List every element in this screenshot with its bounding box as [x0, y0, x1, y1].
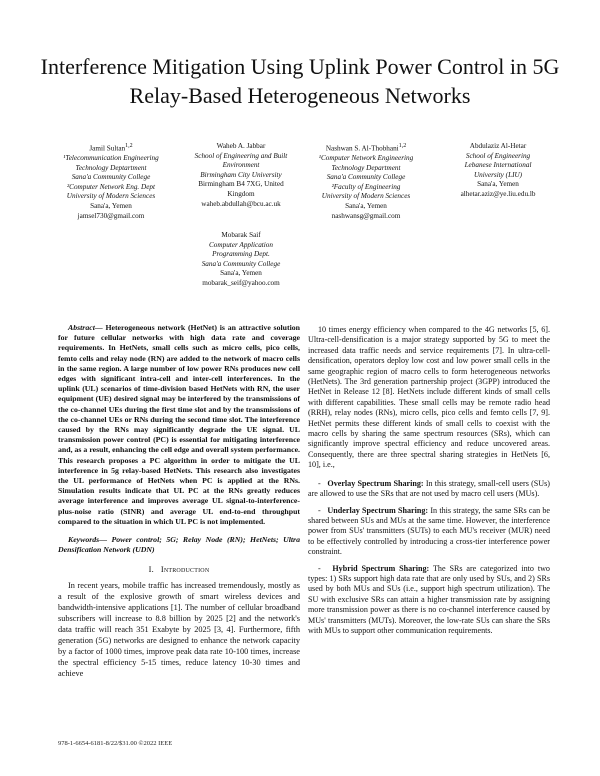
author-affiliation: Sana'a Community College	[71, 173, 151, 182]
author-email: nashwansg@gmail.com	[331, 211, 401, 220]
author-block-3	[296, 142, 436, 221]
author-affiliation: Sana'a Community College	[201, 259, 281, 268]
author-affiliation: ¹Telecommunication Engineering	[63, 153, 159, 162]
author-affiliation: University of Modern Sciences	[321, 192, 411, 201]
author-email: waheb.abdullah@bcu.ac.uk	[201, 199, 281, 208]
left-column	[58, 323, 300, 679]
bullet-marker: -	[318, 478, 321, 488]
author-sup: 1,2	[125, 143, 133, 149]
bullet-marker: -	[318, 563, 321, 573]
paper-title: Interference Mitigation Using Uplink Power Control in 5G Relay-Based Heterogeneous Networks	[40, 54, 560, 108]
author-location: Sana'a, Yemen	[90, 201, 132, 210]
copyright-footer: 978-1-6654-6181-8/22/$31.00 ©2022 IEEE	[58, 740, 173, 747]
author-affiliation: Birmingham City University	[200, 170, 282, 179]
author-name: Abdulaziz Al-Hetar	[469, 142, 527, 150]
section-title: Introduction	[160, 565, 210, 575]
author-sup: 1,2	[398, 143, 407, 149]
abstract-text: Heterogeneous network (HetNet) is an attractive solution for future cellular networks with high data rate and coverage requirements. In HetNets, small cells such as micro cells, pico cells, femto cells and relay node (RN) are added to the network of macro cells in the same region. A large number of low power RNs produces new cell edges with significant intra-cell and inter-cell interferences. In the uplink (UL) scenarios of time-division based HetNets with RN, the user equipment (UE) desired signal may be interfered by the transmissions of the co-channel UEs during the first time slot and by the transmissions of the co-channel UEs or RNs during the second time slot. The interference caused by the RNs may significantly degrade the UE signal. UL transmission power control (PC) is essential for mitigating interference and, as a result, enhancing the cell edge and overall system performance. This research proposes a PC algorithm in order to mitigate the UL interference in 5g relay-based HetNets. This research also investigates the UL performance of HetNets when PC is applied at the RNs. Simulation results indicate that UL PC at the RNs greatly reduces average interference and improves average UL signal-to-interference-plus-noise ratio (SINR) and average UL end-to-end throughput compared to the situation in which UL PC is not implemented.	[58, 323, 300, 526]
author-email: jamsel730@gmail.com	[77, 211, 145, 220]
author-affiliation: University of Modern Sciences	[66, 192, 156, 201]
abstract	[58, 323, 300, 527]
author-name: Jamil Sultan	[89, 144, 126, 153]
body-paragraph: 10 times energy efficiency when compared to the 4G networks [5, 6]. Ultra-cell-densification is a major strategy supported by 5G to meet the increased data traffic needs and service requirements [7]. In ultra-cell-densification, operators deploy low cost and low power small cells in the same geographic region of macro cells to form heterogeneous networks (HetNets). The 3rd generation partnership project (3GPP) introduced the HetNet in Release 12 [8]. HetNets include different kinds of small cells with different capabilities. These small cells may be remote radio head (RRH), relay nodes (RNs), micro cells, pico cells and femto cells [7, 9]. HetNet permits these different kinds of small cells to coexist with the macro cells by sharing the same spectrum resources (SRs), which can significantly improve spectral efficiency and reduce uncovered areas. Consequently, there are three spectral sharing strategies in HetNets [6, 10], i.e.,	[308, 325, 550, 470]
author-location: Sana'a, Yemen	[345, 201, 387, 210]
author-affiliation: Technology Department	[331, 163, 401, 172]
bullet-item	[308, 479, 550, 500]
author-affiliation: ²Faculty of Engineering	[331, 182, 401, 191]
author-name: Nashwan S. Al-Thobhani	[325, 144, 399, 153]
right-column	[308, 325, 550, 642]
bullet-text: The SRs are categorized into two types: 1) SRs support high data rate that are only used by SUs, and 2) SRs used by both MUs and SUs (i.e., support high spectrum utilization). The SU with exclusive SRs can attain a higher transmission rate by assigning more transmission power as there is no co-channel interference caused by MUs' transmitters (MUTs). Moreover, the low-rate SUs can share the SRs with MUs to support other communication requirements.	[308, 563, 550, 635]
author-affiliation: Programming Dept.	[212, 250, 270, 259]
author-location: Birmingham B4 7XG, United	[198, 180, 284, 189]
section-heading-introduction	[58, 565, 300, 575]
author-block-2	[171, 142, 311, 209]
bullet-text: In this strategy, the same SRs can be shared between SUs and MUs at the same time. However, the interference power from SUs' transmitters (SUTs) to each MU's receiver (MUR) need to be effectively controlled by introducing a cross-tier interference power constraint.	[308, 505, 550, 557]
author-block-4	[428, 142, 568, 200]
author-affiliation: Environment	[222, 161, 260, 170]
bullet-item	[308, 564, 550, 637]
author-affiliation: Technology Deptartment	[75, 163, 147, 172]
keywords: Keywords— Power control; 5G; Relay Node (RN); HetNets; Ultra Densification Network (UDN)	[58, 535, 300, 555]
section-number: I.	[148, 565, 154, 575]
author-affiliation: ²Computer Network Eng. Dept	[67, 182, 155, 191]
author-affiliation: School of Engineering and Built	[194, 151, 288, 160]
author-affiliation: Computer Application	[209, 240, 273, 249]
author-block-5	[171, 231, 311, 289]
abstract-label: Abstract—	[68, 323, 103, 332]
author-affiliation: School of Engineering	[465, 151, 531, 160]
bullet-title: Underlay Spectrum Sharing:	[327, 505, 429, 515]
bullet-item	[308, 506, 550, 558]
author-name: Mobarak Saif	[221, 231, 261, 239]
bullet-text: In this strategy, small-cell users (SUs) are allowed to use the SRs that are not used by macro cell users (MUs).	[308, 478, 550, 499]
author-affiliation: ¹Computer Network Engineering	[318, 153, 414, 162]
author-location: Sana'a, Yemen	[477, 180, 519, 189]
author-block-1	[41, 142, 181, 221]
bullet-title: Hybrid Spectrum Sharing:	[332, 563, 430, 573]
author-location: Sana'a, Yemen	[220, 269, 262, 278]
author-name: Waheb A. Jabbar	[216, 142, 266, 150]
author-location: Kingdom	[227, 189, 255, 198]
bullet-marker: -	[318, 505, 321, 515]
author-email: mobarak_seif@yahoo.com	[202, 278, 280, 287]
author-affiliation: Lebanese International	[464, 161, 532, 170]
author-email: alhetar.aziz@ye.liu.edu.lb	[460, 189, 536, 198]
author-affiliation: Sana'a Community College	[326, 173, 406, 182]
author-affiliation: University (LIU)	[473, 170, 523, 179]
bullet-title: Overlay Spectrum Sharing:	[327, 478, 424, 488]
intro-paragraph: In recent years, mobile traffic has increased tremendously, mostly as a result of the explosive growth of smart wireless devices and bandwidth-intensive applications [1]. The number of cellular broadband subscribers will increase to 8.8 billion by 2025 [2] and the network's data traffic will reach 351 Exabyte by 2025 [3, 4]. Furthermore, fifth generation (5G) networks are designed to enhance the network capacity by a factor of 1000 times, improve peak data rate 10-100 times, increase the spectral efficiency 5-15 times, reduce latency 10-30 times and achieve	[58, 580, 300, 678]
